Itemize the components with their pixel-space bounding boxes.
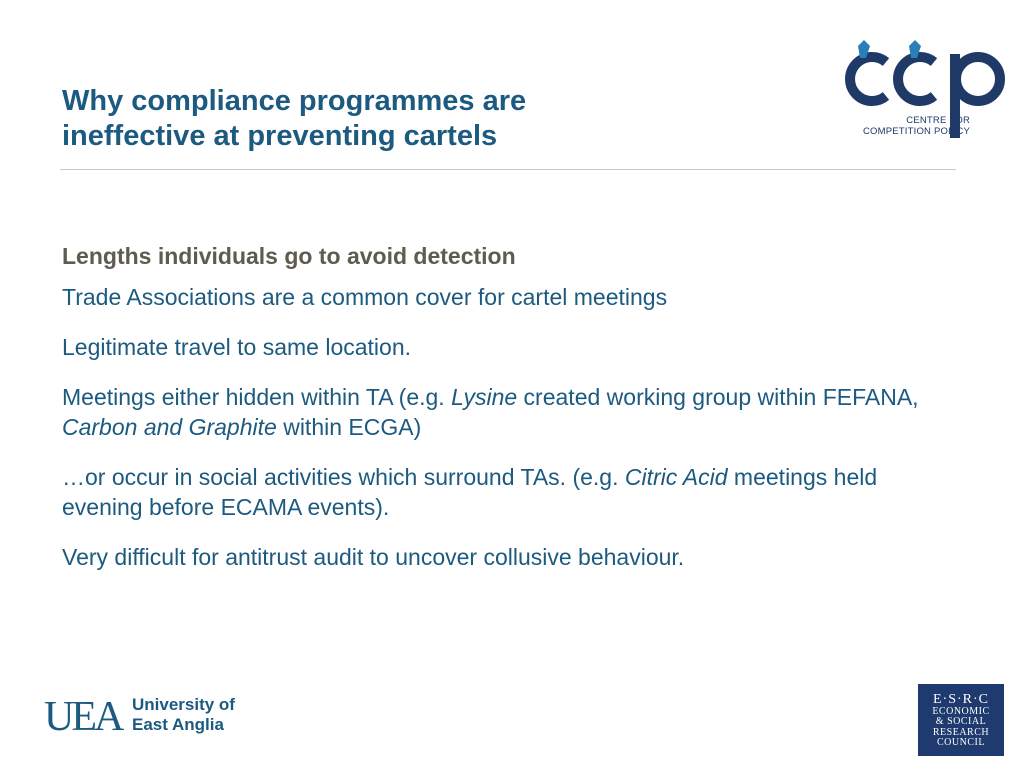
bullet-antitrust-audit: Very difficult for antitrust audit to uncover collusive behaviour.	[62, 544, 685, 570]
uea-logo-name	[132, 695, 235, 735]
bullet-3-italic-lysine: Lysine	[451, 384, 518, 410]
bullet-legitimate-travel: Legitimate travel to same location.	[62, 334, 412, 360]
title-divider	[60, 169, 956, 170]
ccp-logo	[838, 40, 1010, 144]
bullet-3-text-3: within ECGA)	[276, 414, 422, 440]
slide-title	[62, 84, 526, 154]
bullet-4-text-1: …or occur in social activities which surround TAs. (e.g.	[62, 464, 625, 490]
bullet-trade-associations: Trade Associations are a common cover for cartel meetings	[62, 284, 668, 310]
uea-name-line-1: University of	[132, 695, 235, 714]
slide-title-line-2: ineffective at preventing cartels	[62, 120, 498, 152]
esrc-logo	[918, 684, 1004, 756]
uea-name-line-2: East Anglia	[132, 715, 224, 734]
uea-logo-mark: UEA	[44, 694, 122, 740]
bullet-3-text-2: created working group within FEFANA,	[517, 384, 919, 410]
bullet-3-italic-carbon-graphite: Carbon and Graphite	[62, 414, 277, 440]
slide-title-line-1: Why compliance programmes are	[62, 85, 527, 117]
esrc-logo-line-4: COUNCIL	[937, 737, 985, 748]
esrc-logo-line-3: RESEARCH	[932, 726, 990, 738]
section-subheading: Lengths individuals go to avoid detection	[62, 243, 516, 269]
esrc-logo-line-2: & SOCIAL	[935, 716, 987, 727]
esrc-logo-abbreviation: E·S·R·C	[933, 691, 989, 707]
slide-body	[62, 240, 942, 592]
bullet-4-text-2: meetings held evening before ECAMA events).	[62, 464, 878, 520]
uea-logo	[44, 694, 244, 740]
bullet-3-text-1: Meetings either hidden within TA (e.g.	[62, 384, 452, 410]
ccp-caption-line-2: COMPETITION POLICY	[862, 126, 970, 137]
esrc-logo-line-1: ECONOMIC	[932, 705, 990, 717]
bullet-social-activities	[62, 462, 942, 522]
bullet-4-italic-citric-acid: Citric Acid	[624, 464, 728, 490]
ccp-logo-caption	[863, 115, 970, 137]
bullet-meetings-hidden	[62, 382, 942, 442]
ccp-caption-line-1: CENTRE FOR	[906, 115, 970, 126]
